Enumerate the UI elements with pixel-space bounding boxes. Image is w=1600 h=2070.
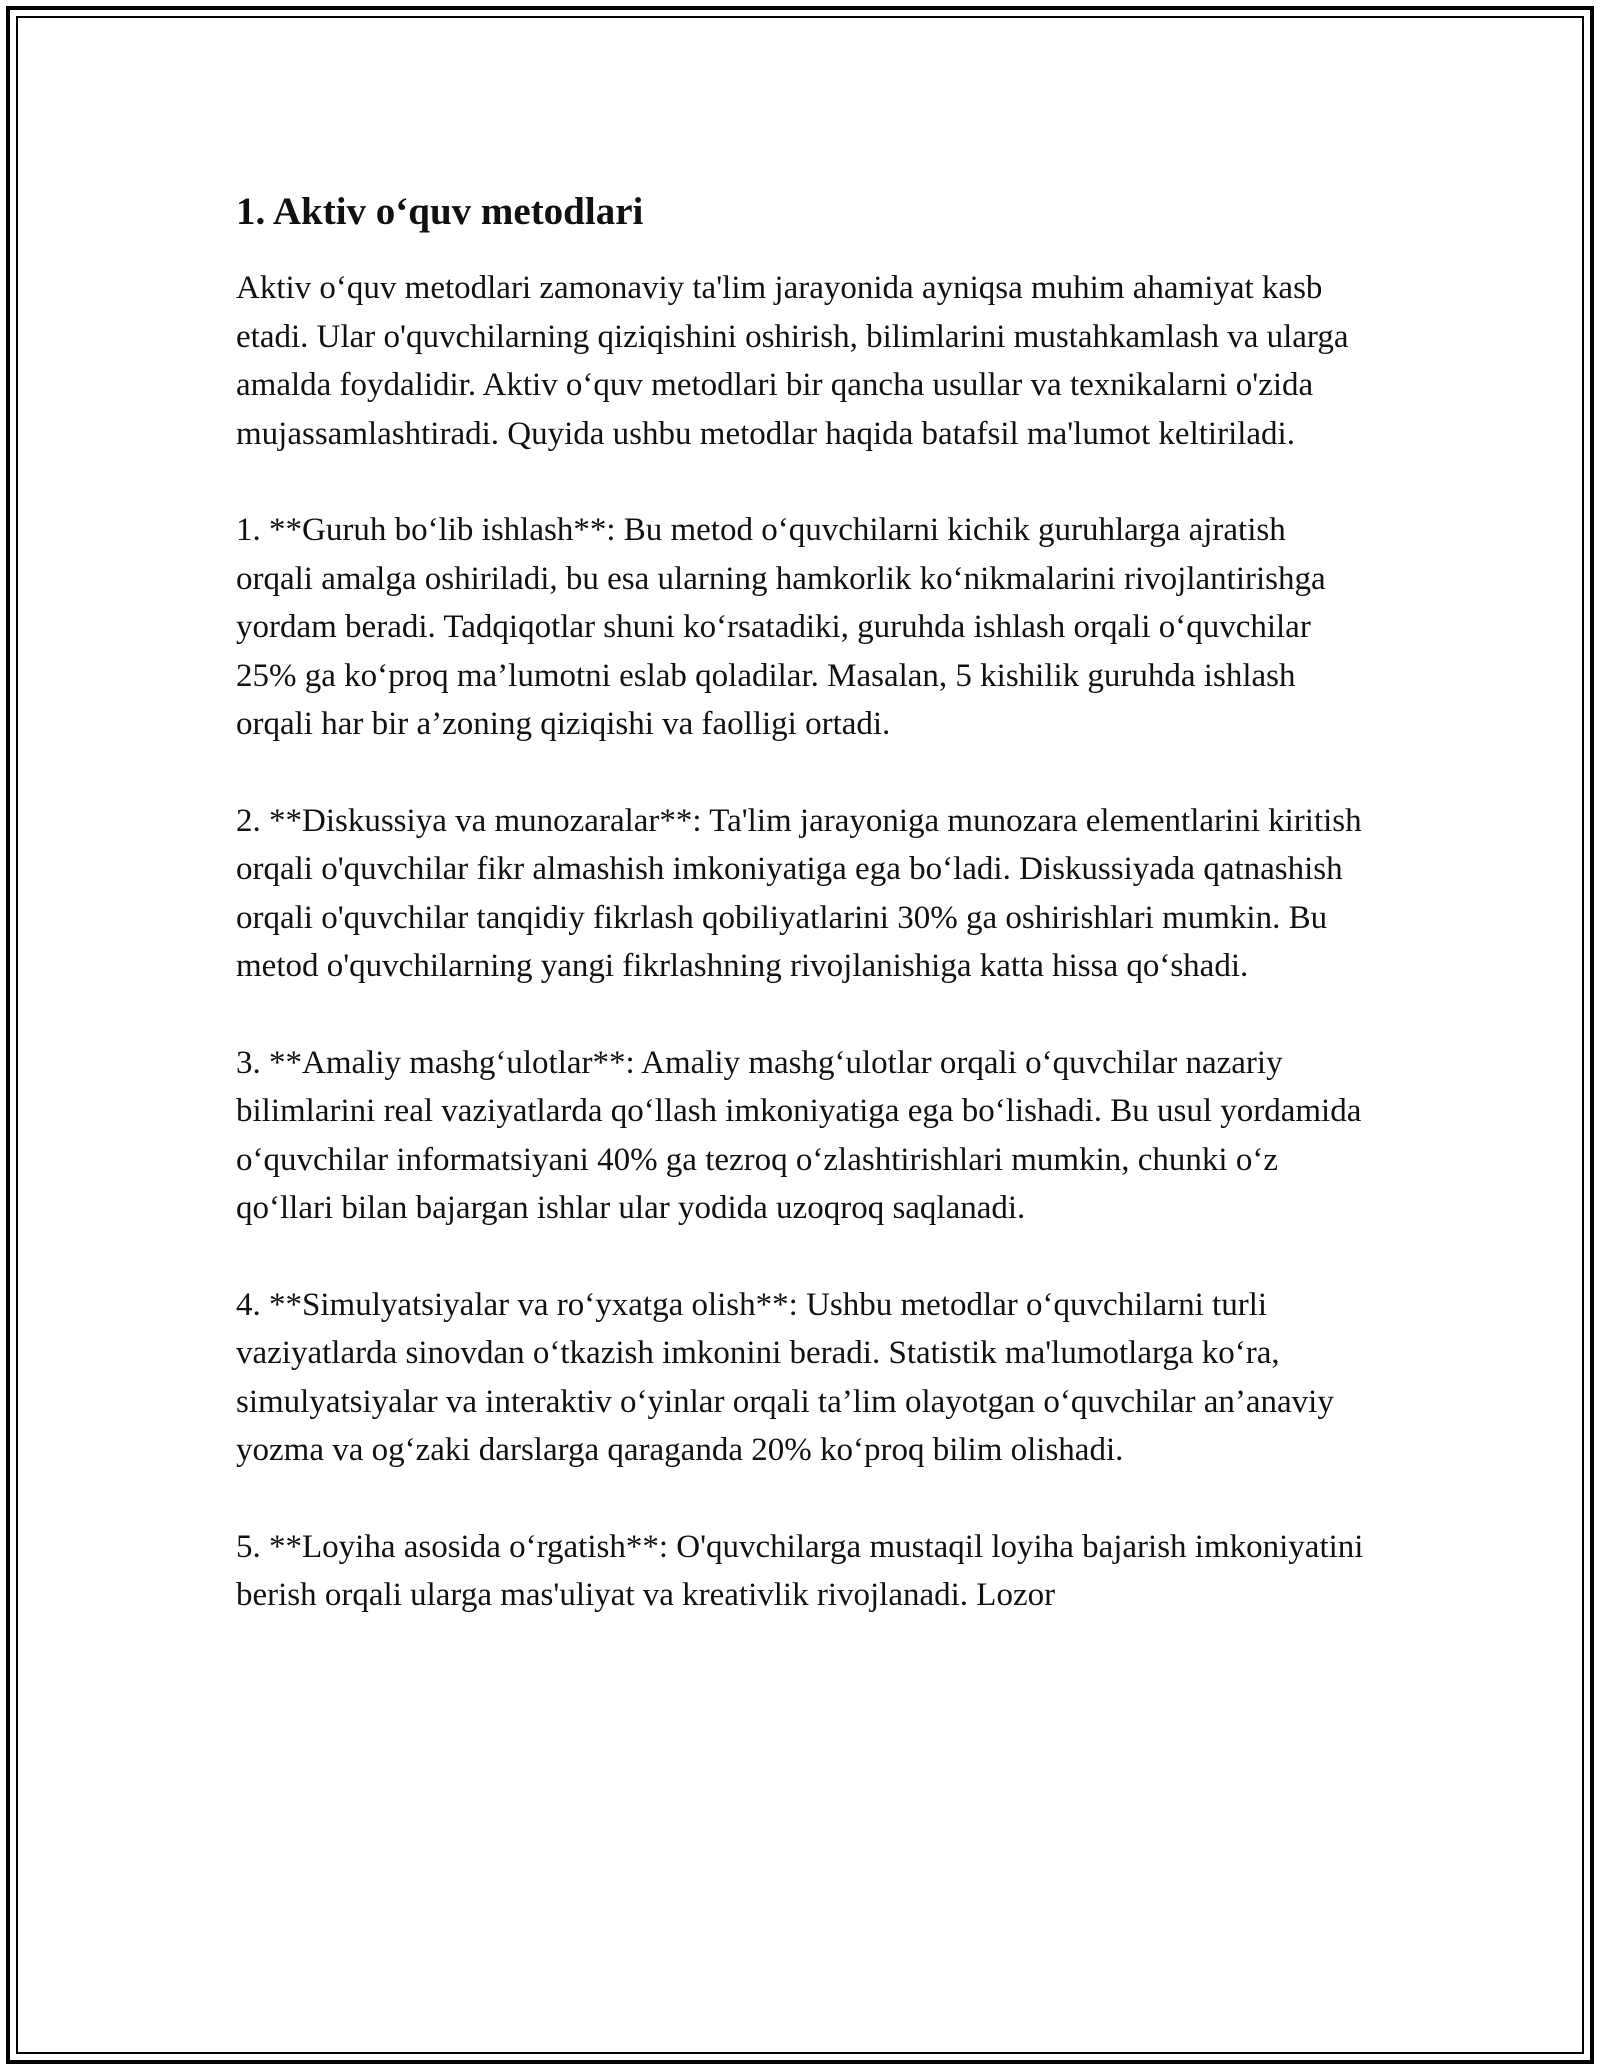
section-heading: 1. Aktiv o‘quv metodlari bbox=[236, 190, 644, 233]
paragraph-group-work: 1. **Guruh bo‘lib ishlash**: Bu metod o‘quvchilarni kichik guruhlarga ajratish orqali amalga oshiriladi, bu esa ularning hamkorlik ko‘nikmalarini rivojlantirishga yordam beradi. Tadqiqotlar shuni ko‘rsatadiki, guruhda ishlash orqali o‘quvchilar 25% ga ko‘proq ma’lumotni eslab qoladilar. Masalan, 5 kishilik guruhda ishlash orqali har bir a’zoning qiziqishi va faolligi ortadi. bbox=[236, 512, 1326, 742]
paragraph-discussion: 2. **Diskussiya va munozaralar**: Ta'lim jarayoniga munozara elementlarini kiritish orqali o'quvchilar fikr almashish imkoniyatiga ega bo‘ladi. Diskussiyada qatnashish orqali o'quvchilar tanqidiy fikrlash qobiliyatlarini 30% ga oshirishlari mumkin. Bu metod o'quvchilarning yangi fikrlashning rivojlanishiga katta hissa qo‘shadi. bbox=[236, 802, 1362, 984]
document-body bbox=[236, 186, 1366, 1668]
paragraph-simulations: 4. **Simulyatsiyalar va ro‘yxatga olish**: Ushbu metodlar o‘quvchilarni turli vaziyatlarda sinovdan o‘tkazish imkonini beradi. Statistik ma'lumotlarga ko‘ra, simulyatsiyalar va interaktiv o‘yinlar orqali ta’lim olayotgan o‘quvchilar an’anaviy yozma va og‘zaki darslarga qaraganda 20% ko‘proq bilim olishadi. bbox=[236, 1286, 1334, 1468]
paragraph-practical-exercises: 3. **Amaliy mashg‘ulotlar**: Amaliy mashg‘ulotlar orqali o‘quvchilar nazariy bilimlarini real vaziyatlarda qo‘llash imkoniyatiga ega bo‘lishadi. Bu usul yordamida o‘quvchilar informatsiyani 40% ga tezroq o‘zlashtirishlari mumkin, chunki o‘z qo‘llari bilan bajargan ishlar ular yodida uzoqroq saqlanadi. bbox=[236, 1044, 1362, 1226]
intro-paragraph: Aktiv o‘quv metodlari zamonaviy ta'lim jarayonida ayniqsa muhim ahamiyat kasb etadi. Ular o'quvchilarning qiziqishini oshirish, bilimlarini mustahkamlash va ularga amalda foydalidir. Aktiv o‘quv metodlari bir qancha usullar va texnikalarni o'zida mujassamlashtiradi. Quyida ushbu metodlar haqida batafsil ma'lumot keltiriladi. bbox=[236, 270, 1349, 452]
paragraph-project-based: 5. **Loyiha asosida o‘rgatish**: O'quvchilarga mustaqil loyiha bajarish imkoniyatini berish orqali ularga mas'uliyat va kreativlik rivojlanadi. Lozor bbox=[236, 1528, 1364, 1613]
